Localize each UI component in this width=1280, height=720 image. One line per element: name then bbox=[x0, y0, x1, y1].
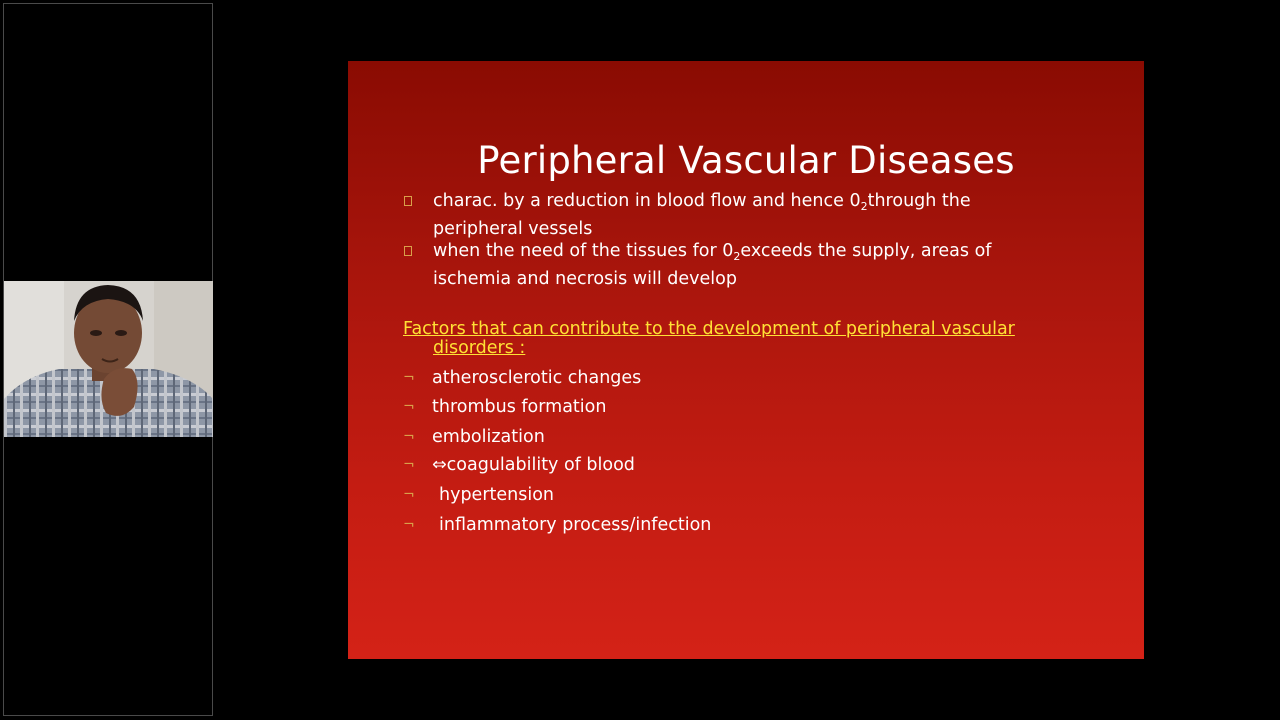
presenter-video-frame bbox=[4, 281, 213, 437]
bullet-text: charac. by a reduction in blood flow and hence 0 bbox=[433, 191, 861, 211]
not-sign-bullet-icon: ¬ bbox=[403, 517, 415, 533]
not-sign-bullet-icon: ¬ bbox=[403, 487, 415, 503]
presentation-slide bbox=[348, 61, 1144, 659]
square-bullet-icon bbox=[403, 190, 417, 212]
bullet-text: through the bbox=[867, 191, 971, 211]
not-sign-bullet-icon: ¬ bbox=[403, 399, 415, 415]
not-sign-bullet-icon: ¬ bbox=[403, 457, 415, 473]
slide-title: Peripheral Vascular Diseases bbox=[477, 139, 1015, 182]
not-sign-bullet-icon: ¬ bbox=[403, 429, 415, 445]
bullet-text: exceeds the supply, areas of bbox=[740, 241, 992, 261]
factor-item: ¬ embolization bbox=[403, 427, 545, 447]
subscript: 2 bbox=[860, 200, 868, 213]
square-bullet-icon bbox=[403, 240, 417, 262]
presenter-webcam-video bbox=[4, 281, 213, 437]
factors-heading: Factors that can contribute to the development of peripheral vascular disorders : bbox=[403, 319, 1015, 358]
factor-item: ¬ inflammatory process/infection bbox=[403, 515, 712, 535]
bullet-text: peripheral vessels bbox=[433, 219, 593, 239]
factor-item: ¬ hypertension bbox=[403, 485, 555, 505]
factor-item: ¬ atherosclerotic changes bbox=[403, 368, 642, 388]
factor-item: ¬ thrombus formation bbox=[403, 397, 607, 417]
bullet-text: when the need of the tissues for 0 bbox=[433, 241, 734, 261]
factor-item: ¬ ⇔coagulability of blood bbox=[403, 455, 635, 475]
not-sign-bullet-icon: ¬ bbox=[403, 370, 415, 386]
subscript: 2 bbox=[733, 250, 741, 263]
bullet-text: ischemia and necrosis will develop bbox=[433, 269, 737, 289]
